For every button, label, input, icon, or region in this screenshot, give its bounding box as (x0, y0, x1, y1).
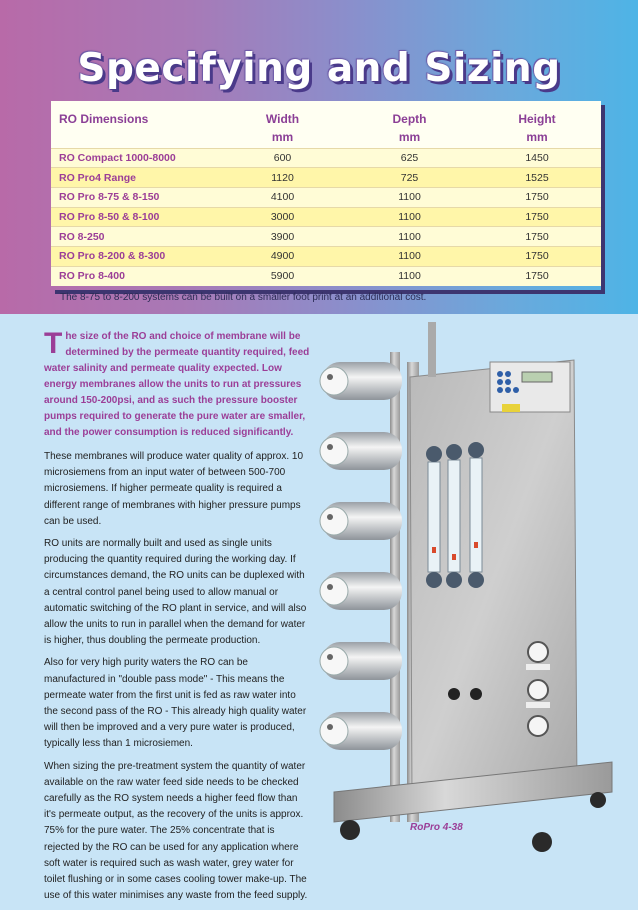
table-row (51, 266, 601, 286)
body-paragraph: When sizing the pre-treatment system the quantity of water available on the raw water feed side needs to be checked carefully as the RO system needs a higher feed flow than it's permeate output, as the recovery of the units is approx. 75% for the pure water. The 25% concentrate that is rejected by the RO can be used for any application where soft water is required such as wash water, grey water for toilet flushing or in some cases cooling tower make-up. The use of this water minimises any waste from the feed supply. (44, 760, 308, 902)
header-depth: Depth mm (392, 112, 427, 144)
cell-model: RO Pro 8-75 & 8-150 (51, 187, 219, 207)
cell-depth: 1100 (346, 187, 473, 207)
lead-paragraph (44, 329, 310, 441)
cell-width: 3000 (219, 207, 346, 227)
cell-model: RO Pro 8-400 (51, 266, 219, 286)
ro-unit-illustration (312, 322, 622, 867)
drop-cap: T (44, 327, 63, 360)
pressure-gauges (526, 642, 550, 736)
table-header-row (51, 101, 601, 148)
dimensions-table-container (51, 101, 601, 290)
body-text-column (44, 329, 310, 910)
table-row (51, 207, 601, 227)
table-row (51, 227, 601, 247)
cell-height: 1450 (473, 148, 601, 168)
membrane-housings (320, 362, 402, 750)
cell-width: 5900 (219, 266, 346, 286)
cell-height: 1750 (473, 207, 601, 227)
cell-width: 3900 (219, 227, 346, 247)
warning-label (502, 404, 520, 412)
table-row (51, 168, 601, 188)
cell-depth: 1100 (346, 266, 473, 286)
cell-depth: 1100 (346, 227, 473, 247)
cell-height: 1750 (473, 246, 601, 266)
cell-depth: 725 (346, 168, 473, 188)
switch-knob (470, 688, 482, 700)
body-paragraph: These membranes will produce water quality of approx. 10 microsiemens from an input water of between 500-700 microsiemens. If higher permeate quality is required a different range of membranes with higher pressure pumps can be used. (44, 451, 304, 527)
header-ro-dimensions: RO Dimensions (59, 112, 149, 126)
table-row (51, 148, 601, 168)
cell-height: 1750 (473, 227, 601, 247)
table-row (51, 246, 601, 266)
cell-model: RO Compact 1000-8000 (51, 148, 219, 168)
cell-depth: 1100 (346, 207, 473, 227)
cell-width: 600 (219, 148, 346, 168)
cell-width: 4100 (219, 187, 346, 207)
body-paragraph: RO units are normally built and used as single units producing the quantity required during the working day. If circumstances demand, the RO units can be duplexed with a central control panel being used to allow manual or automatic switching of the RO plant in service, and will also allow the units to run in parallel when the demand for water is higher, thus doubling the permeate production. (44, 538, 307, 647)
cell-model: RO Pro 8-50 & 8-100 (51, 207, 219, 227)
flow-meters (426, 442, 484, 588)
cell-model: RO 8-250 (51, 227, 219, 247)
table-row (51, 187, 601, 207)
image-caption: RoPro 4-38 (410, 822, 463, 833)
cell-model: RO Pro 8-200 & 8-300 (51, 246, 219, 266)
cell-height: 1525 (473, 168, 601, 188)
header-height: Height mm (518, 112, 556, 144)
cell-depth: 1100 (346, 246, 473, 266)
cell-depth: 625 (346, 148, 473, 168)
cell-height: 1750 (473, 187, 601, 207)
body-paragraph: Also for very high purity waters the RO can be manufactured in "double pass mode" - This means the permeate water from the first unit is fed as raw water into the second pass of the RO - This already high quality water will then be improved and a very pure water is produced, typically less than 1 microsiemen. (44, 657, 307, 750)
switch-knob (448, 688, 460, 700)
table-footnote: The 8-75 to 8-200 systems can be built on a smaller foot print at an additional cost. (60, 292, 427, 303)
display-screen (522, 372, 552, 382)
inlet-pipe (428, 322, 436, 377)
header-width: Width mm (265, 112, 300, 144)
cell-height: 1750 (473, 266, 601, 286)
cell-width: 4900 (219, 246, 346, 266)
dimensions-table (51, 101, 601, 286)
cell-model: RO Pro4 Range (51, 168, 219, 188)
cell-width: 1120 (219, 168, 346, 188)
lead-text: he size of the RO and choice of membrane will be determined by the permeate quantity required, feed water salinity and permeate quality expected. Low energy membranes allow the units to run at pressures around 150-200psi, and as such the pressure booster pumps required to generate the pure water are smaller, and the power consumption is reduced significantly. (44, 331, 310, 438)
page-title: Specifying and Sizing (77, 46, 561, 91)
